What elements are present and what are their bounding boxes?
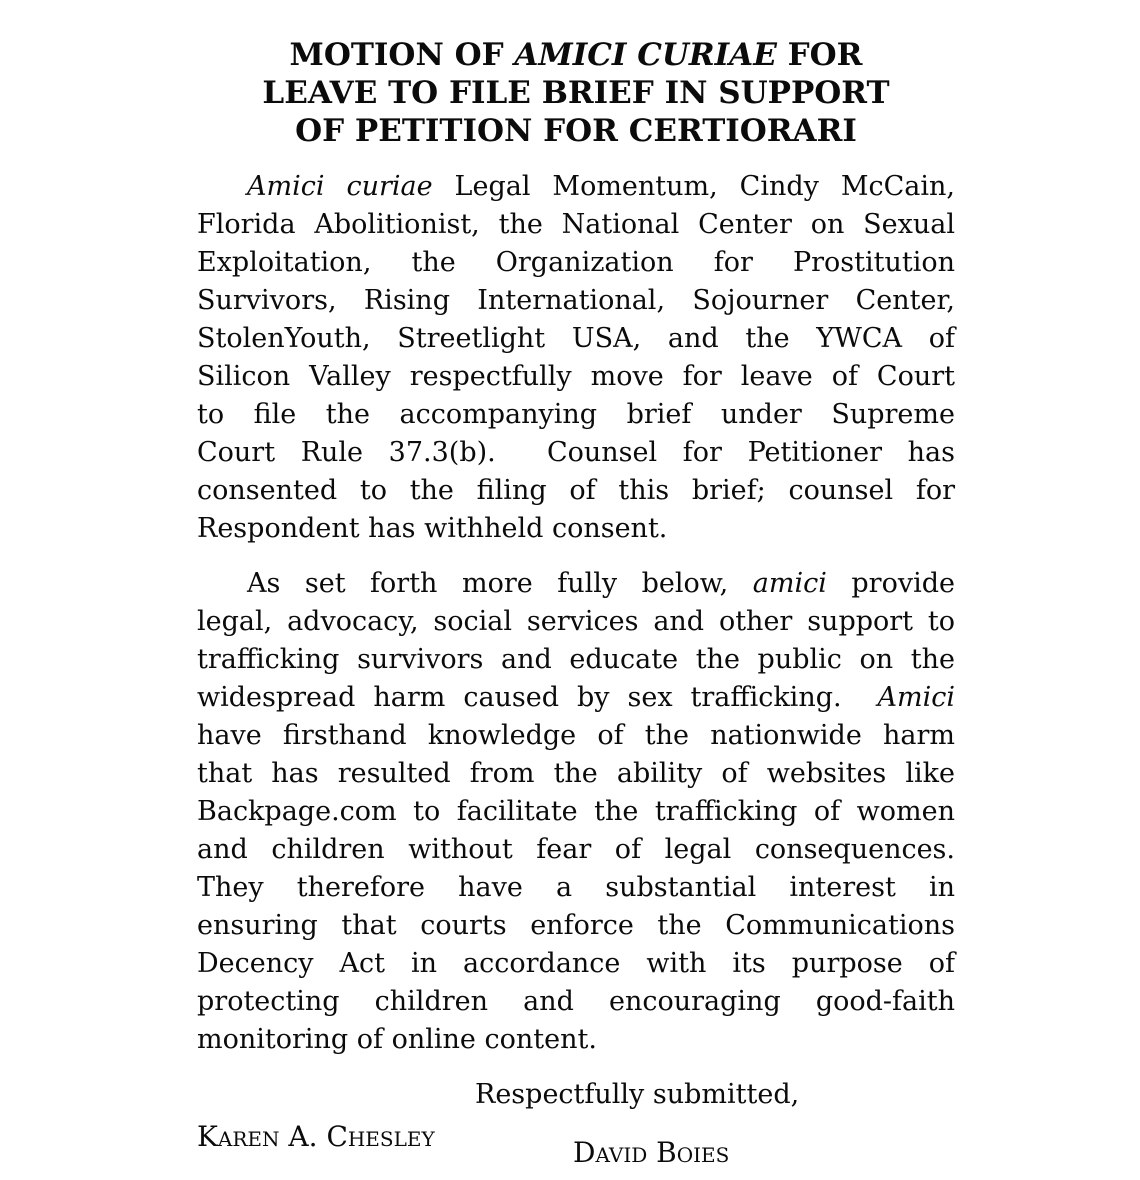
text-segment: LEAVE TO FILE BRIEF IN SUPPORT bbox=[262, 75, 890, 111]
text-line bbox=[197, 206, 955, 244]
text-line bbox=[197, 396, 955, 434]
text-segment: trafficking survivors and educate the public on the bbox=[197, 644, 955, 675]
text-line bbox=[197, 869, 955, 907]
text-line bbox=[197, 282, 955, 320]
text-line bbox=[197, 565, 955, 603]
counsel-name-david-boies: David Boies bbox=[573, 1136, 730, 1169]
text-line bbox=[197, 679, 955, 717]
text-segment: Exploitation, the Organization for Prostitution bbox=[197, 247, 955, 278]
text-segment: and children without fear of legal consequences. bbox=[197, 834, 955, 865]
text-segment: StolenYouth, Streetlight USA, and the YWCA of bbox=[197, 323, 955, 354]
text-line bbox=[197, 74, 955, 112]
italic-text-segment: amici bbox=[752, 568, 827, 599]
text-line bbox=[197, 112, 955, 150]
text-line bbox=[197, 434, 955, 472]
text-segment: MOTION OF bbox=[289, 37, 515, 73]
text-segment: to file the accompanying brief under Supreme bbox=[197, 399, 955, 430]
text-segment: Respondent has withheld consent. bbox=[197, 513, 668, 544]
text-segment: protecting children and encouraging good-faith bbox=[197, 986, 955, 1017]
text-segment: Florida Abolitionist, the National Center on Sexual bbox=[197, 209, 955, 240]
text-line bbox=[197, 603, 955, 641]
text-line bbox=[197, 358, 955, 396]
text-line bbox=[197, 168, 955, 206]
text-segment: ensuring that courts enforce the Communications bbox=[197, 910, 955, 941]
italic-text-segment: Amici curiae bbox=[247, 171, 433, 202]
text-line bbox=[197, 983, 955, 1021]
text-line bbox=[197, 510, 955, 548]
text-line bbox=[197, 1021, 955, 1059]
text-line bbox=[197, 36, 955, 74]
text-segment: They therefore have a substantial interest in bbox=[197, 872, 955, 903]
text-segment: Decency Act in accordance with its purpose of bbox=[197, 948, 955, 979]
text-line bbox=[197, 320, 955, 358]
text-segment: widespread harm caused by sex trafficking. bbox=[197, 682, 878, 713]
paragraph-2 bbox=[197, 565, 955, 1059]
text-line bbox=[197, 793, 955, 831]
text-segment: Court Rule 37.3(b). Counsel for Petitioner has bbox=[197, 437, 955, 468]
text-segment: legal, advocacy, social services and other support to bbox=[197, 606, 955, 637]
respectfully-submitted-line: Respectfully submitted, bbox=[475, 1079, 800, 1110]
italic-text-segment: AMICI CURIAE bbox=[514, 37, 777, 73]
text-segment: provide bbox=[826, 568, 955, 599]
italic-text-segment: Amici bbox=[877, 682, 955, 713]
paragraph-1 bbox=[197, 168, 955, 548]
text-line bbox=[197, 717, 955, 755]
text-segment: Survivors, Rising International, Sojourner Center, bbox=[197, 285, 955, 316]
text-segment: consented to the filing of this brief; counsel for bbox=[197, 475, 955, 506]
text-line bbox=[197, 907, 955, 945]
text-segment: monitoring of online content. bbox=[197, 1024, 597, 1055]
text-line bbox=[197, 755, 955, 793]
text-segment: As set forth more fully below, bbox=[247, 568, 753, 599]
text-segment: Legal Momentum, Cindy McCain, bbox=[432, 171, 955, 202]
text-line bbox=[197, 945, 955, 983]
text-segment: that has resulted from the ability of websites like bbox=[197, 758, 955, 789]
signature-block bbox=[197, 1120, 955, 1180]
text-segment: have firsthand knowledge of the nationwide harm bbox=[197, 720, 955, 751]
counsel-name-karen-chesley: Karen A. Chesley bbox=[197, 1120, 435, 1153]
text-line bbox=[197, 831, 955, 869]
text-segment: Backpage.com to facilitate the trafficking of women bbox=[197, 796, 955, 827]
document-title bbox=[197, 36, 955, 150]
text-line bbox=[197, 641, 955, 679]
text-segment: OF PETITION FOR CERTIORARI bbox=[295, 113, 857, 149]
text-segment: FOR bbox=[776, 37, 863, 73]
text-line bbox=[197, 472, 955, 510]
text-line bbox=[197, 244, 955, 282]
text-segment: Silicon Valley respectfully move for leave of Court bbox=[197, 361, 955, 392]
